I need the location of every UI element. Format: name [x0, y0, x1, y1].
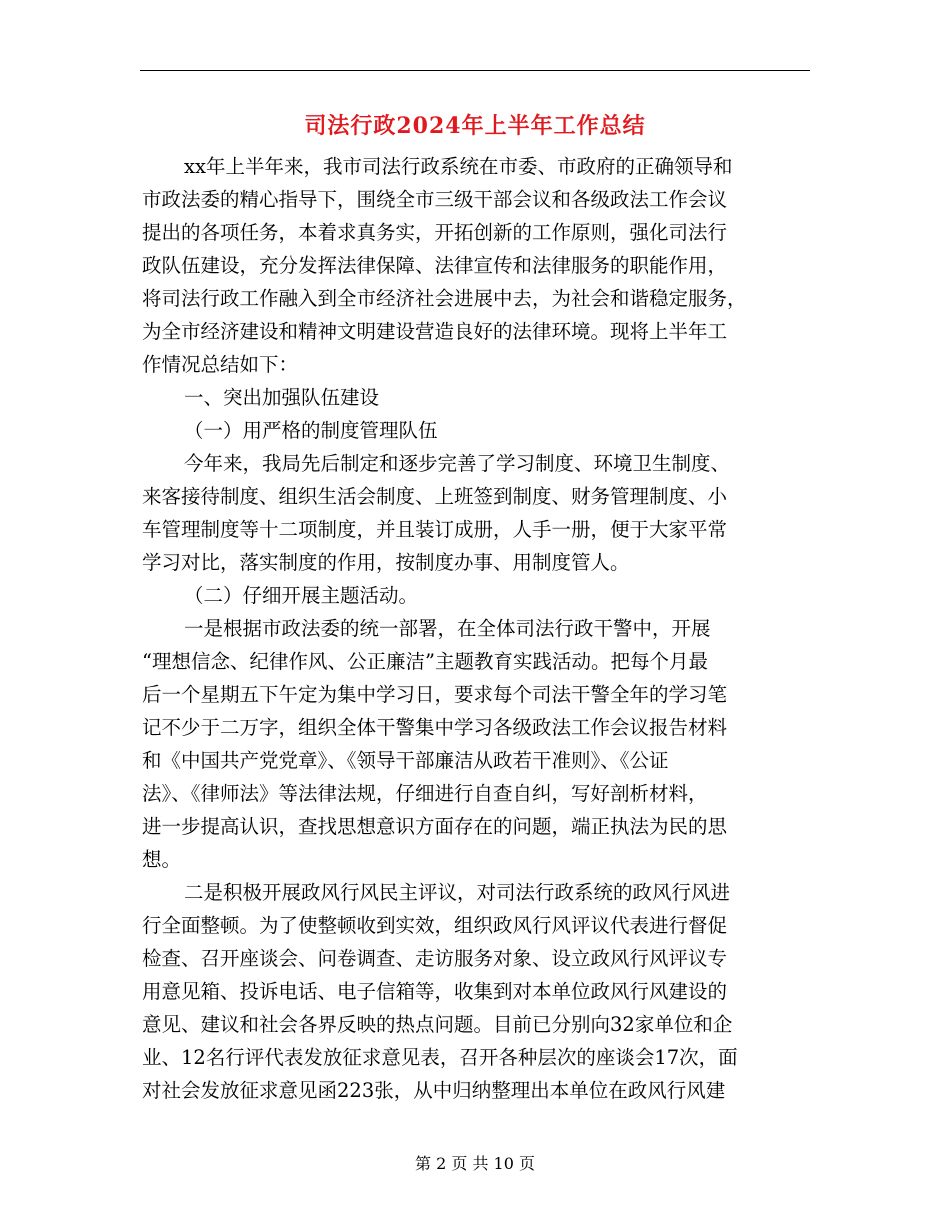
- body-line: 想。: [142, 848, 182, 871]
- body-line: （一）用严格的制度管理队伍: [184, 419, 438, 442]
- body-line: 学习对比，落实制度的作用，按制度办事、用制度管人。: [142, 551, 630, 574]
- body-line: xx年上半年来，我市司法行政系统在市委、市政府的正确领导和: [184, 155, 733, 178]
- body-line: 后一个星期五下午定为集中学习日，要求每个司法干警全年的学习笔: [142, 683, 728, 706]
- body-line: 提出的各项任务，本着求真务实，开拓创新的工作原则，强化司法行: [142, 221, 728, 244]
- body-line: 记不少于二万字，组织全体干警集中学习各级政法工作会议报告材料: [142, 716, 728, 739]
- body-line: “理想信念、纪律作风、公正廉洁”主题教育实践活动。把每个月最: [142, 650, 708, 673]
- body-line: 作情况总结如下：: [142, 353, 299, 376]
- body-line: 进一步提高认识，查找思想意识方面存在的问题，端正执法为民的思: [142, 815, 728, 838]
- body-line: （二）仔细开展主题活动。: [184, 584, 419, 607]
- body-line: 车管理制度等十二项制度，并且装订成册，人手一册，便于大家平常: [142, 518, 728, 541]
- body-line: 行全面整顿。为了使整顿收到实效，组织政风行风评议代表进行督促: [142, 914, 728, 937]
- body-line: 和《中国共产党党章》、《领导干部廉洁从政若干准则》、《公证: [142, 749, 669, 772]
- body-line: 市政法委的精心指导下，围绕全市三级干部会议和各级政法工作会议: [142, 188, 728, 211]
- body-line: 一、突出加强队伍建设: [184, 386, 380, 409]
- body-line: 今年来，我局先后制定和逐步完善了学习制度、环境卫生制度、: [184, 452, 731, 475]
- body-line: 二是积极开展政风行风民主评议，对司法行政系统的政风行风进: [184, 881, 731, 904]
- page-footer: 第 2 页 共 10 页: [415, 1154, 535, 1173]
- body-line: 对社会发放征求意见函223张，从中归纳整理出本单位在政风行风建: [142, 1079, 726, 1102]
- body-line: 一是根据市政法委的统一部署，在全体司法行政干警中，开展: [184, 617, 711, 640]
- document-title: 司法行政2024年上半年工作总结: [304, 113, 646, 139]
- body-line: 来客接待制度、组织生活会制度、上班签到制度、财务管理制度、小: [142, 485, 728, 508]
- document-body: [142, 150, 812, 1107]
- body-line: 为全市经济建设和精神文明建设营造良好的法律环境。现将上半年工: [142, 320, 728, 343]
- body-line: 业、12名行评代表发放征求意见表，召开各种层次的座谈会17次，面: [142, 1046, 738, 1069]
- body-line: 将司法行政工作融入到全市经济社会进展中去，为社会和谐稳定服务，: [142, 287, 747, 310]
- body-line: 意见、建议和社会各界反映的热点问题。目前已分别向32家单位和企: [142, 1013, 733, 1036]
- body-line: 用意见箱、投诉电话、电子信箱等，收集到对本单位政风行风建设的: [142, 980, 728, 1003]
- body-line: 政队伍建设，充分发挥法律保障、法律宣传和法律服务的职能作用，: [142, 254, 728, 277]
- body-line: 检查、召开座谈会、问卷调查、走访服务对象、设立政风行风评议专: [142, 947, 728, 970]
- body-line: 法》、《律师法》等法律法规，仔细进行自查自纠，写好剖析材料，: [142, 782, 708, 805]
- header-rule: [140, 70, 810, 71]
